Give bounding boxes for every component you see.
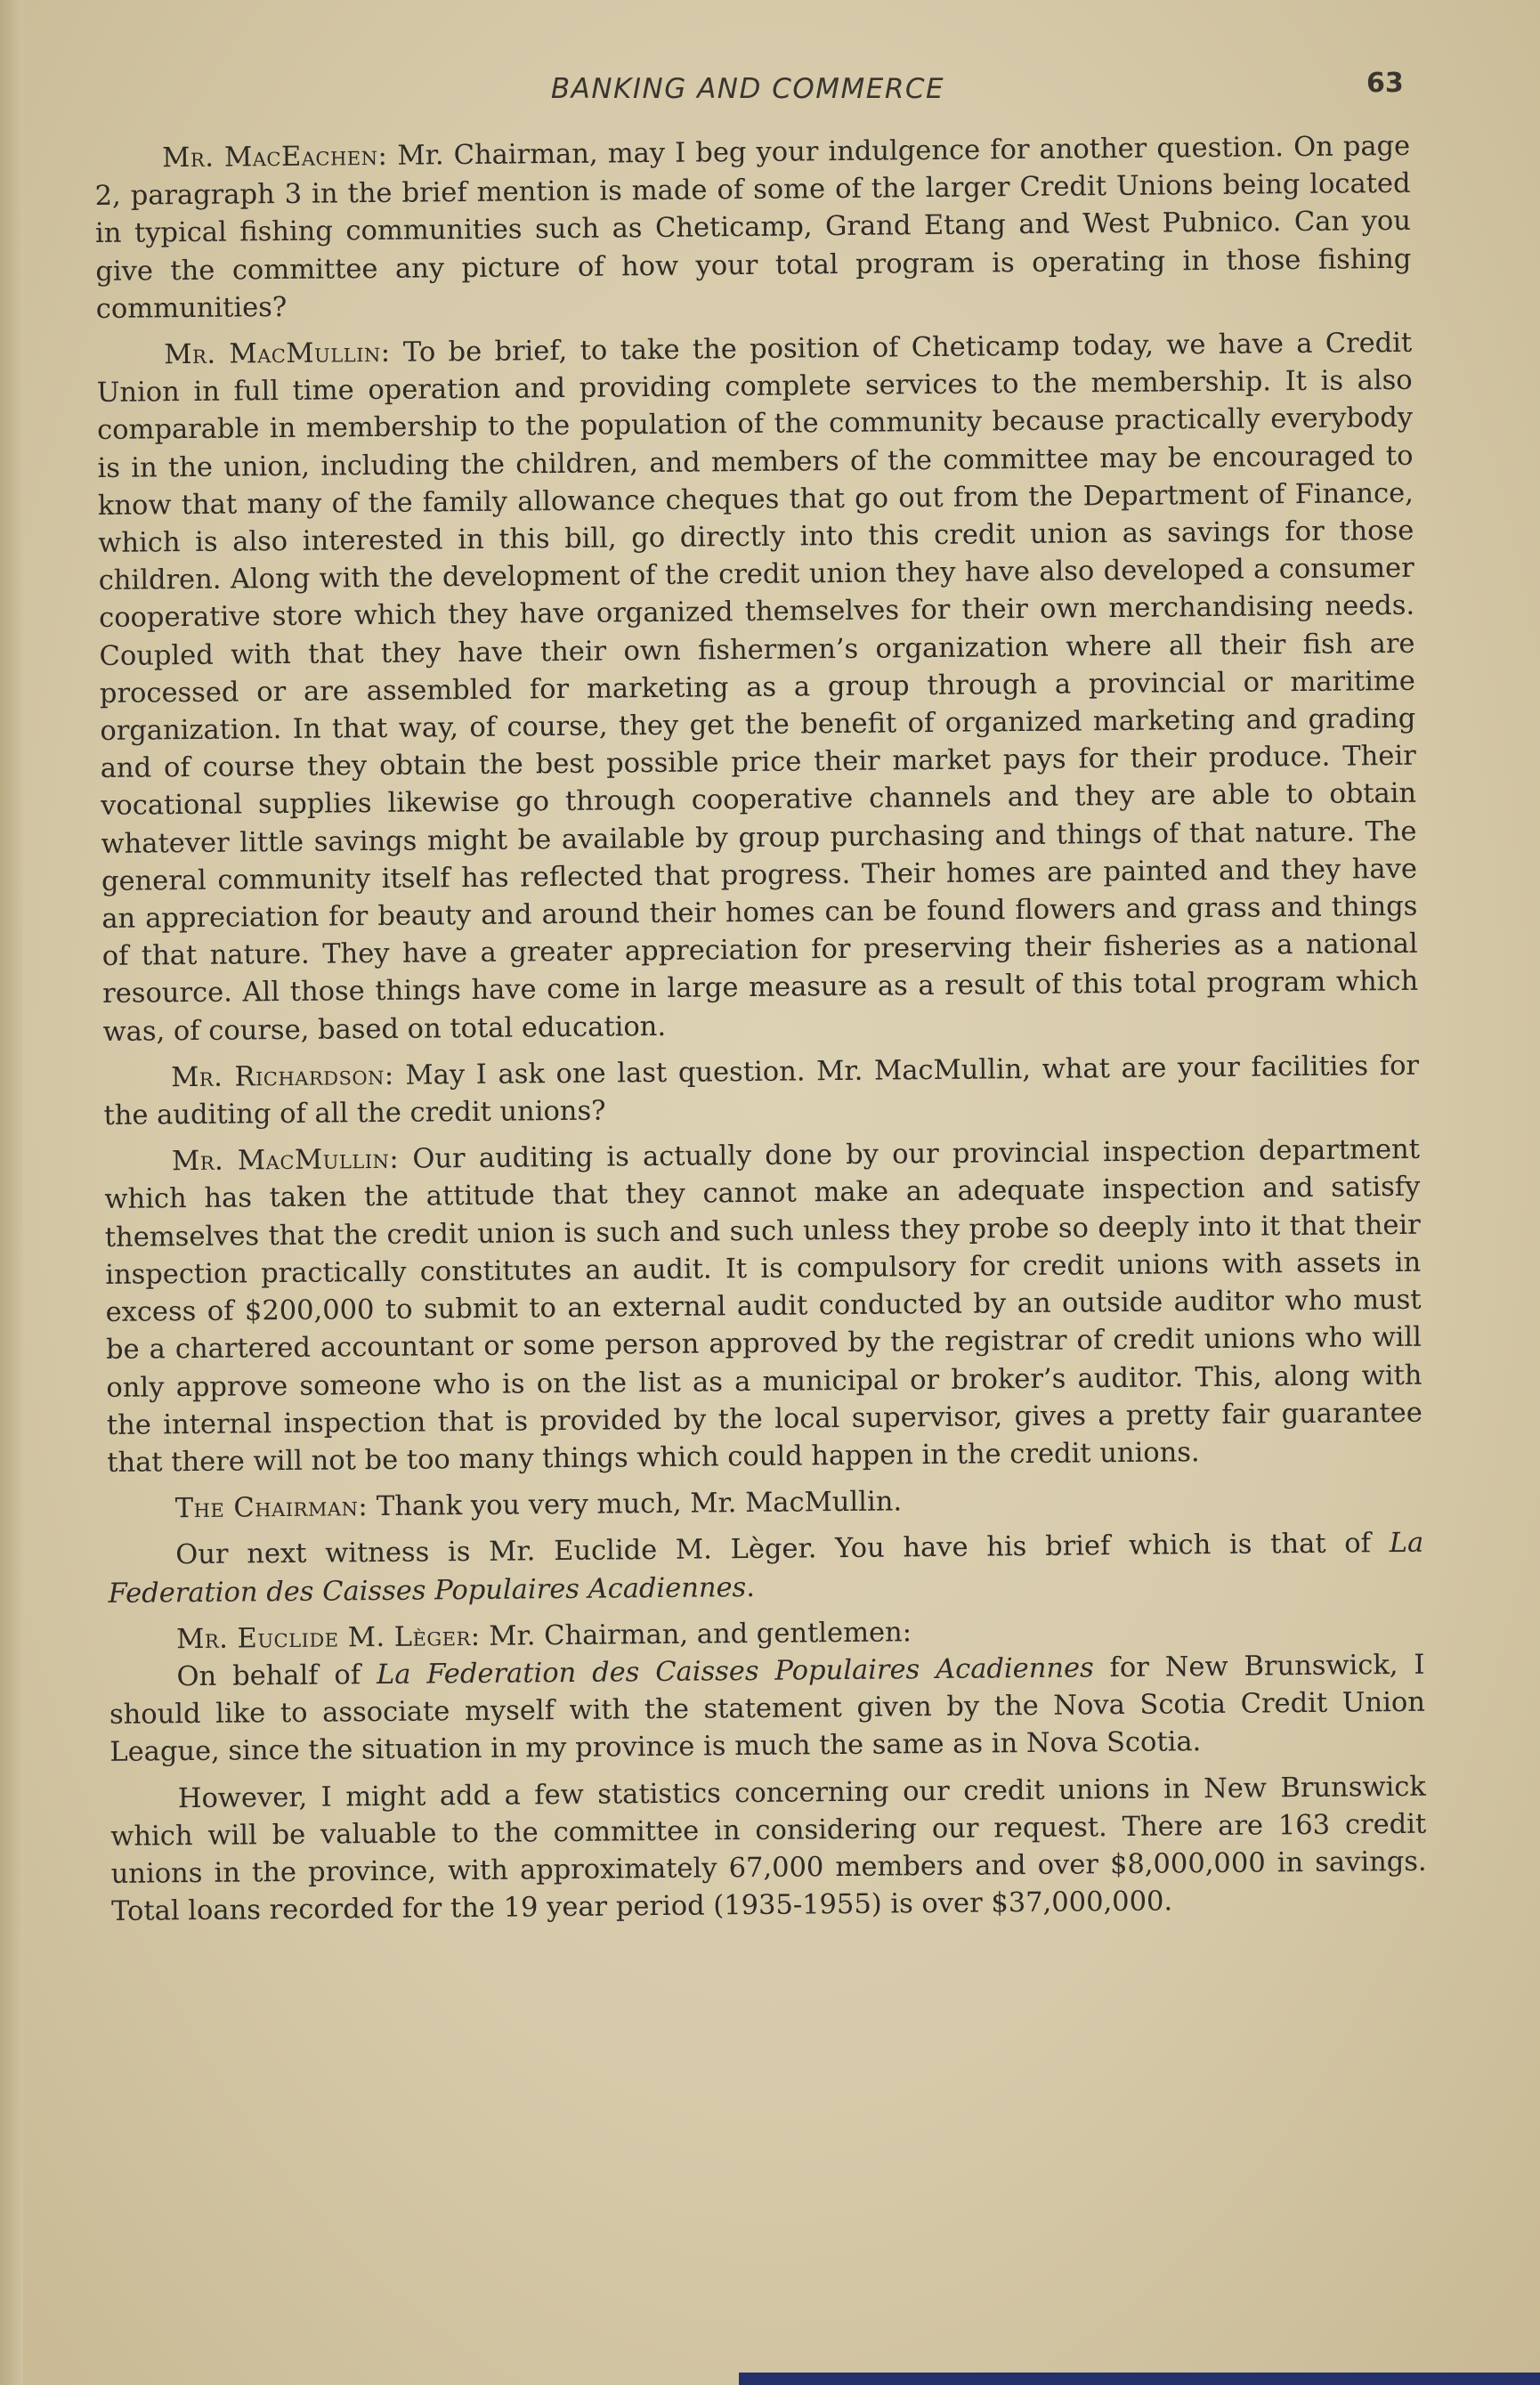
paragraph-text: Thank you very much, Mr. MacMullin. [376,1486,903,1523]
running-head: BANKING AND COMMERCE [550,73,945,105]
paragraph-maceachen-question [94,128,1412,329]
binding-shadow [0,0,23,2385]
paragraph-macmullin-answer-cheticamp [96,325,1419,1051]
speaker-label: The Chairman: [174,1491,369,1525]
paragraph-leger-statement [109,1647,1425,1773]
speaker-label: Mr. Richardson: [170,1059,394,1094]
paragraph-text: On behalf of [176,1659,377,1693]
paragraph-text: May I ask one last question. Mr. MacMullin, what are your facilities for the auditing of all the credit unions? [103,1050,1420,1132]
paragraph-text-end: for New Brunswick, I should like to associate myself with the statement given by the Nova Scotia Credit Union League, since the situation in my province is much the same as in Nova Scotia. [109,1649,1426,1769]
organization-name: La Federation des Caisses Populaires Acadiennes [376,1652,1094,1691]
paragraph-text: Mr. Chairman, and gentlemen: [489,1616,912,1652]
organization-name: La Federation des Caisses Populaires Acadiennes [108,1528,1424,1610]
paragraph-richardson-question [103,1048,1420,1136]
page-body [94,128,1427,1940]
paragraph-leger-statistics [110,1768,1428,1931]
paragraph-text: Mr. Chairman, may I beg your indulgence for another question. On page 2, paragraph 3 in the brief mention is made of some of the larger Credit Unions being located in typical fishing communities such as Cheticamp, Grand Etang and West Pubnico. Can you give the committee any picture of how your total program is operating in those fishing communities? [94,130,1412,325]
paragraph-next-witness [108,1525,1424,1613]
paragraph-text: Our next witness is Mr. Euclide M. Lèger. You have his brief which is that of [175,1528,1390,1571]
speaker-label: Mr. MacMullin: [171,1144,400,1178]
paragraph-text: However, I might add a few statistics concerning our credit unions in New Brunswick which will be valuable to the committee in considering our request. There are 163 credit unions in the province, with approximately 67,000 members and over $8,000,000 in savings. Total loans recorded for the 19 year period (1935-1955) is over $37,000,000. [110,1771,1427,1928]
paragraph-text: To be brief, to take the position of Cheticamp today, we have a Credit Union in full time operation and providing complete services to the membership. It is also comparable in membership to the population of the community because practically everybody is in the union, including the children, and members of the committee may be encouraged to know that many of the family allowance cheques that go out from the Department of Finance, which is also interested in this bill, go directly into this credit union as savings for those children. Along with the development of the credit union they have also developed a consumer cooperative store which they have organized themselves for their own merchandising needs. Coupled with that they have their own fishermen’s organization where all their fish are processed or are assembled for marketing as a group through a provincial or maritime organization. In that way, of course, they get the benefit of organized marketing and grading and of course they obtain the best possible price their market pays for their produce. Their vocational supplies likewise go through cooperative channels and they are able to obtain whatever little savings might be available by group purchasing and things of that nature. The general community itself has reflected that progress. Their homes are painted and they have an appreciation for beauty and around their homes can be found flowers and grass and things of that nature. They have a greater appreciation for preserving their fisheries as a national resource. All those things have come in large measure as a result of this total program which was, of course, based on total education. [96,327,1419,1048]
paragraph-macmullin-answer-auditing [104,1132,1423,1482]
paragraph-text-end: . [746,1571,756,1603]
speaker-label: Mr. Euclide M. Lèger: [175,1620,481,1655]
speaker-label: Mr. MacMullin: [164,337,391,371]
paragraph-text: Our auditing is actually done by our provincial inspection department which has taken the attitude that they cannot make an adequate inspection and satisfy themselves that the credit union is such and such unless they probe so deeply into it that their inspection practically constitutes an audit. It is compulsory for credit unions with assets in excess of $200,000 to submit to an external audit conducted by an outside auditor who must be a chartered accountant or some person approved by the registrar of credit unions who will only approve someone who is on the list as a municipal or broker’s auditor. This, along with the internal inspection that is provided by the local supervisor, gives a pretty fair guarantee that there will not be too many things which could happen in the credit unions. [104,1134,1422,1479]
page-number: 63 [1366,68,1404,99]
paragraph-chairman-thanks [108,1479,1423,1529]
cover-edge-strip [739,2373,1540,2385]
speaker-label: Mr. MacEachen: [162,140,388,174]
